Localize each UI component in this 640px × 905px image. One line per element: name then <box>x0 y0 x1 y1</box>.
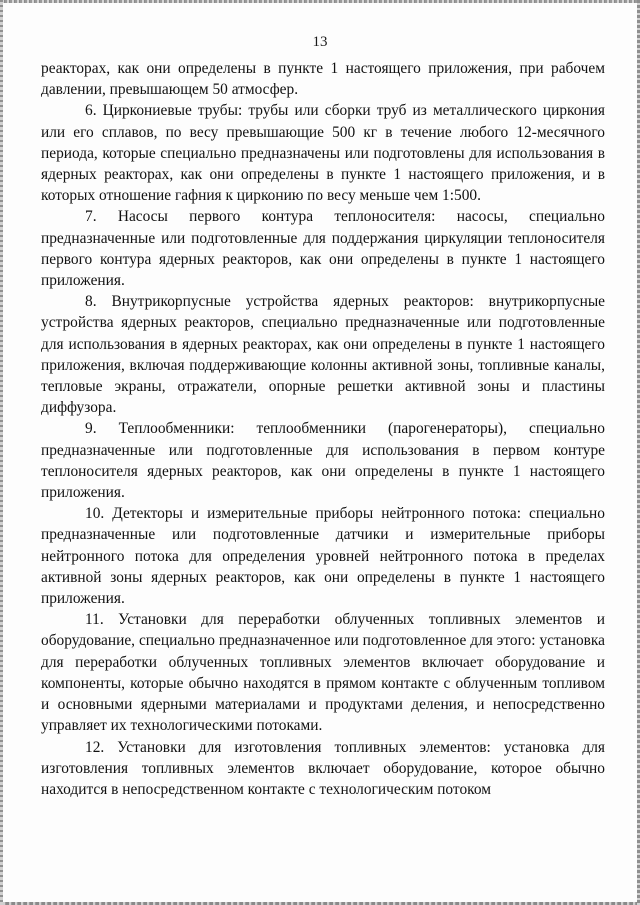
page-number: 13 <box>312 34 328 50</box>
paragraph-item-6: 6. Циркониевые трубы: трубы или сборки труб из металлического циркония или его сплавов, по весу превышающие 500 кг в течение любого 12-месячного периода, которые специально предназначены или подготовлены для использования в ядерных реакторах, как они определены в пункте 1 настоящего приложения, и в которых отношение гафния к цирконию по весу меньше чем 1:500. <box>41 102 605 205</box>
paragraph-item-12: 12. Установки для изготовления топливных элементов: установка для изготовления топливных элементов включает оборудование, которое обычно находится в непосредственном контакте с технологическим потоком <box>41 738 605 798</box>
paragraph-continuation: реакторах, как они определены в пункте 1 настоящего приложения, при рабочем давлении, превышающем 50 атмосфер. <box>41 60 605 99</box>
paragraph-item-11: 11. Установки для переработки облученных топливных элементов и оборудование, специально предназначенное или подготовленное для этого: установка для переработки облученных топливных элементов включает оборудование и компоненты, которые обычно находятся в прямом контакте с облученным топливом и основными ядерными материалами и продуктами деления, и непосредственно управляет их технологическими потоками. <box>41 611 605 735</box>
paragraph-item-7: 7. Насосы первого контура теплоносителя: насосы, специально предназначенные или подготовленные для поддержания циркуляции теплоносителя первого контура ядерных реакторов, как они определены в пункте 1 настоящего приложения. <box>41 208 605 290</box>
scan-edge-left <box>0 0 3 905</box>
document-body <box>41 58 605 800</box>
paragraph-item-10: 10. Детекторы и измерительные приборы нейтронного потока: специально предназначенные или подготовленные датчики и измерительные приборы нейтронного потока для определения уровней нейтронного потока в пределах активной зоны ядерных реакторов, как они определены в пункте 1 настоящего приложения. <box>41 505 605 608</box>
paragraph-item-8: 8. Внутрикорпусные устройства ядерных реакторов: внутрикорпусные устройства ядерных реакторов, специально предназначенные или подготовленные для использования в ядерных реакторах, как они определены в пункте 1 настоящего приложения, включая поддерживающие колонны активной зоны, топливные каналы, тепловые экраны, отражатели, опорные решетки активной зоны и пластины диффузора. <box>41 293 605 417</box>
paragraph-item-9: 9. Теплообменники: теплообменники (парогенераторы), специально предназначенные или подготовленные для использования в первом контуре теплоносителя ядерных реакторов, как они определены в пункте 1 настоящего приложения. <box>41 420 605 502</box>
scan-edge-top <box>0 0 640 3</box>
